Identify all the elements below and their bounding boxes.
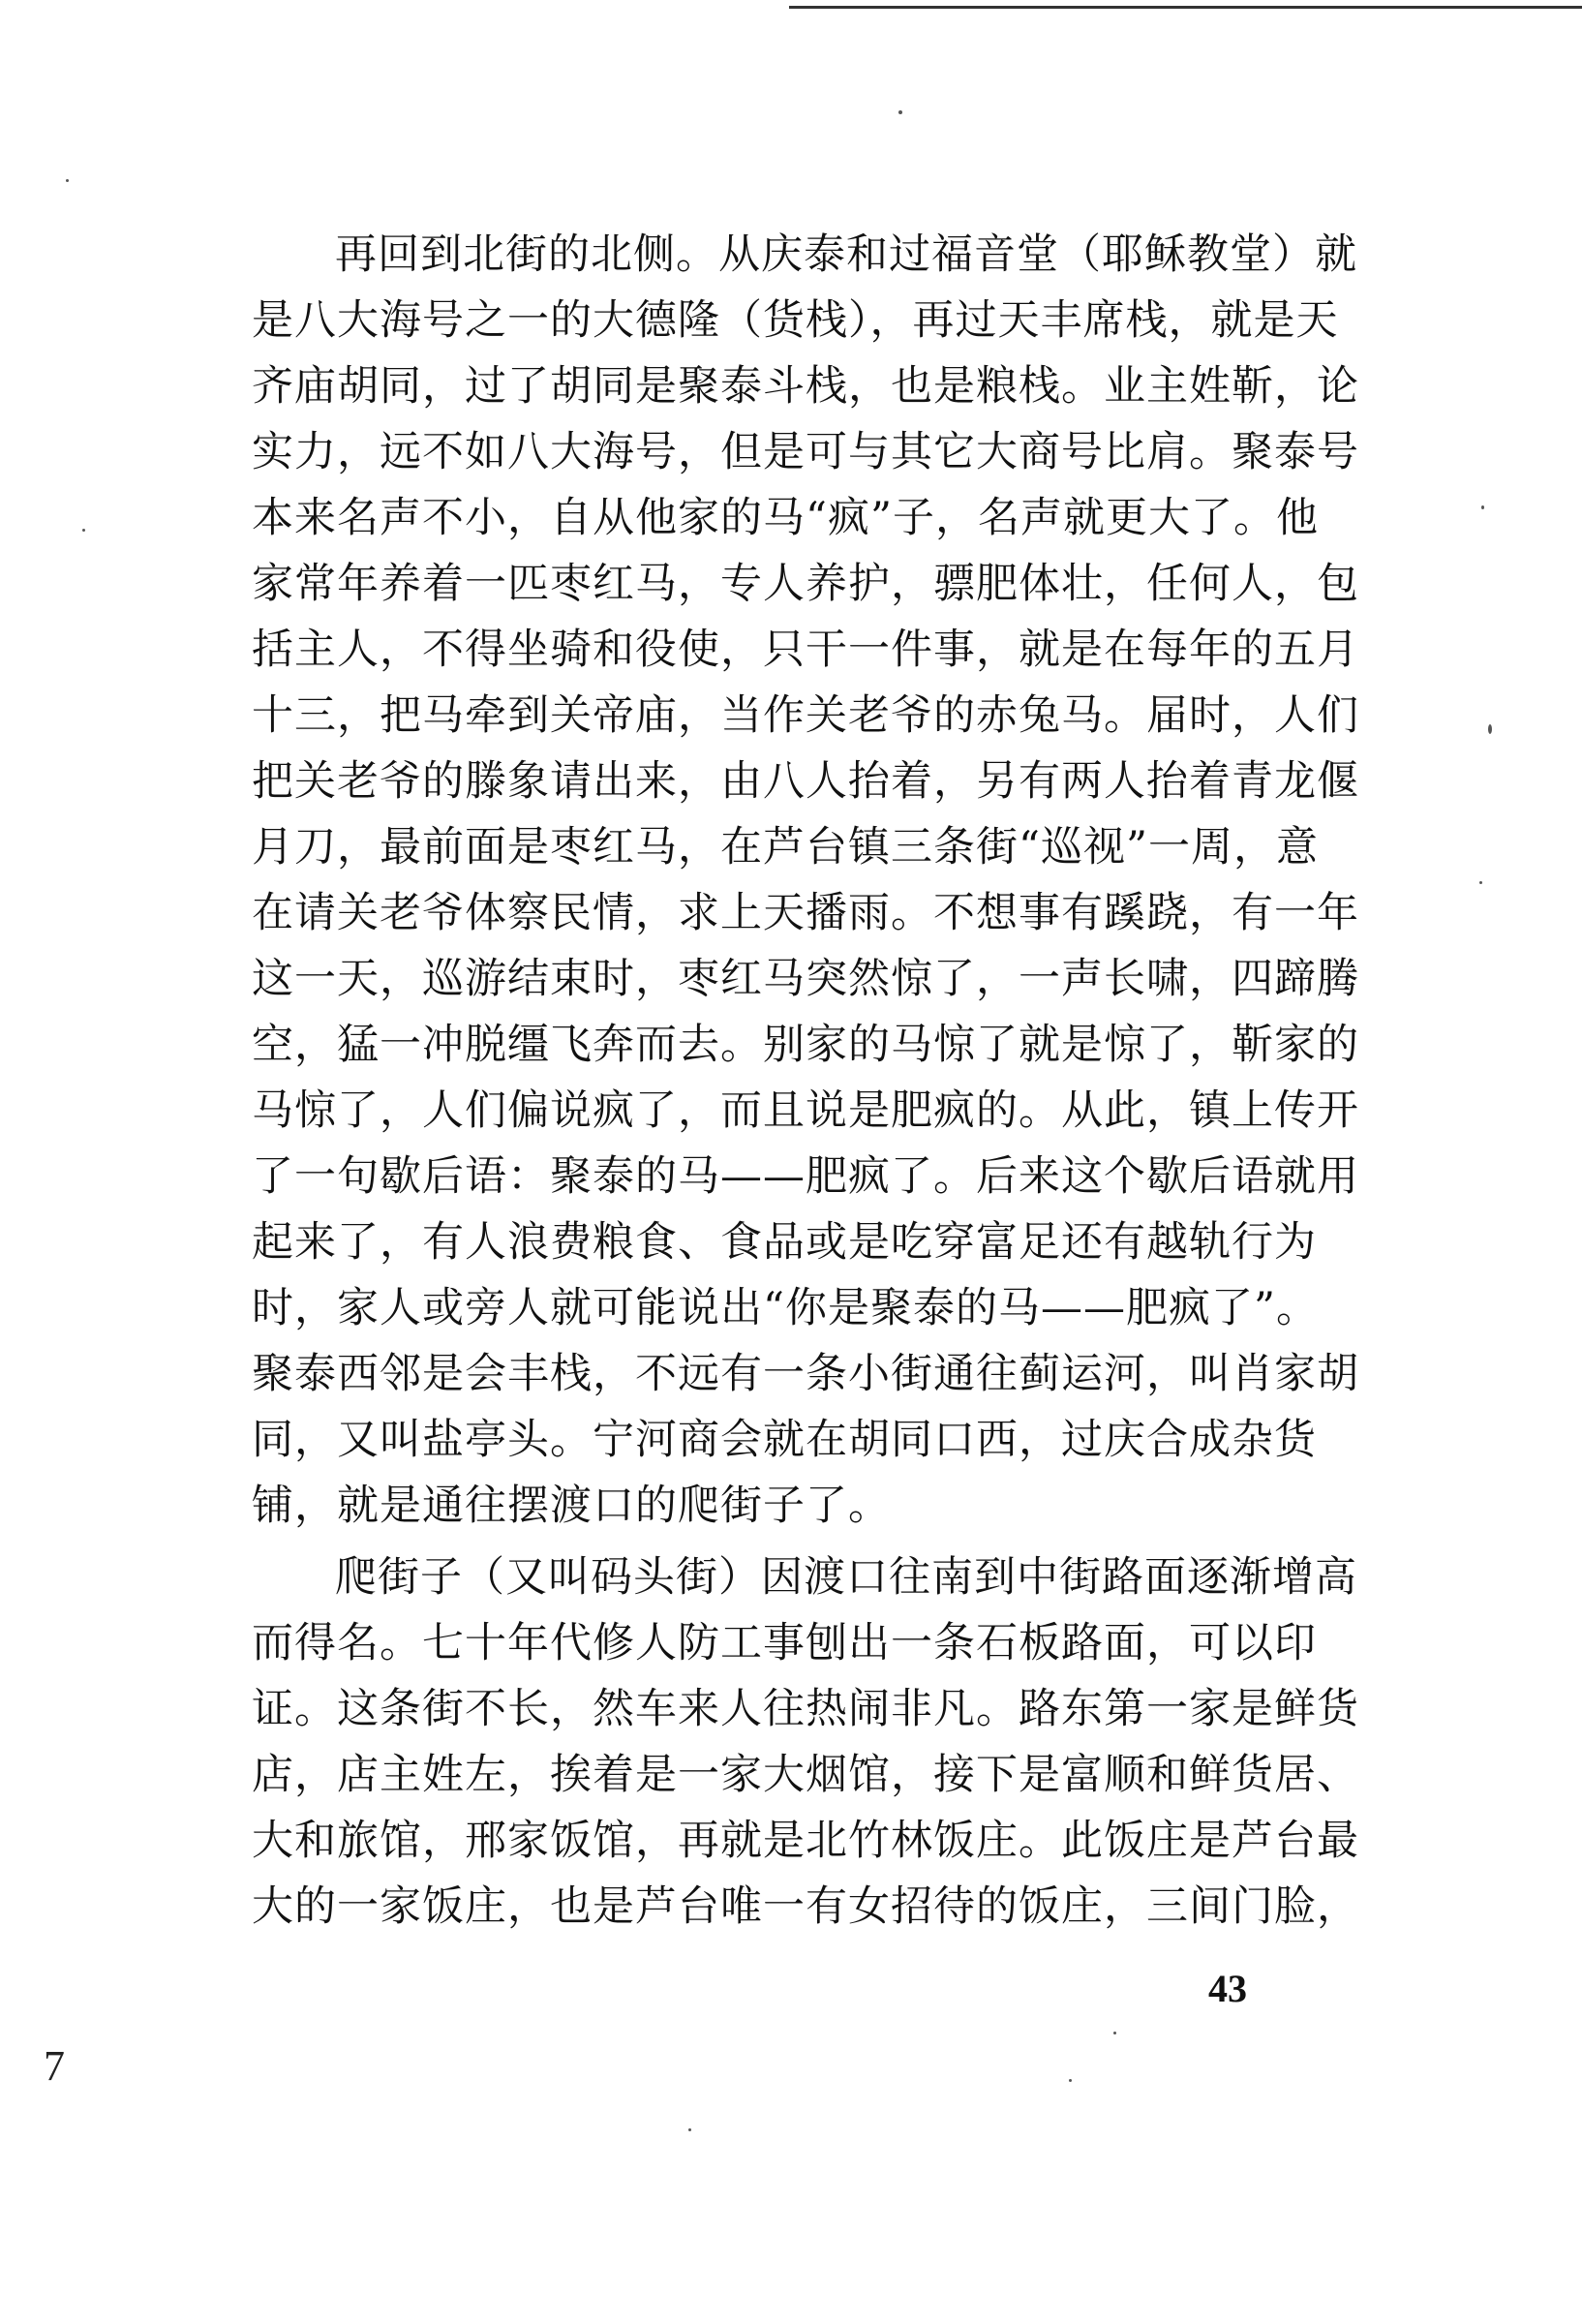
scan-speck bbox=[1113, 2032, 1116, 2034]
text-line: 实力，远不如八大海号，但是可与其它大商号比肩。聚泰号 bbox=[252, 428, 1359, 476]
text-line: 大的一家饭庄，也是芦台唯一有女招待的饭庄，三间门脸， bbox=[252, 1882, 1359, 1931]
text-line: 起来了，有人浪费粮食、食品或是吃穿富足还有越轨行为 bbox=[252, 1218, 1317, 1267]
scan-speck bbox=[688, 2128, 691, 2131]
scan-speck bbox=[66, 179, 69, 182]
page-number: 43 bbox=[1208, 1967, 1247, 2010]
scan-speck bbox=[1479, 881, 1482, 884]
text-line: 证。这条街不长，然车来人往热闹非凡。路东第一家是鲜货 bbox=[252, 1685, 1359, 1733]
text-line: 爬街子（又叫码头街）因渡口往南到中街路面逐渐增高 bbox=[335, 1553, 1357, 1602]
text-line: 月刀，最前面是枣红马，在芦台镇三条街“巡视”一周，意 bbox=[252, 823, 1319, 872]
text-line: 而得名。七十年代修人防工事刨出一条石板路面，可以印 bbox=[252, 1619, 1317, 1667]
scan-speck bbox=[82, 529, 85, 532]
text-line: 店，店主姓左，挨着是一家大烟馆，接下是富顺和鲜货居、 bbox=[252, 1751, 1359, 1799]
text-line: 铺，就是通往摆渡口的爬街子了。 bbox=[252, 1482, 891, 1530]
scan-speck bbox=[1488, 724, 1492, 734]
text-line: 同，又叫盐亭头。宁河商会就在胡同口西，过庆合成杂货 bbox=[252, 1416, 1317, 1464]
scan-speck bbox=[1481, 505, 1484, 509]
text-line: 把关老爷的滕象请出来，由八人抬着，另有两人抬着青龙偃 bbox=[252, 757, 1359, 806]
text-line: 是八大海号之一的大德隆（货栈），再过天丰席栈，就是天 bbox=[252, 296, 1339, 345]
text-line: 这一天，巡游结束时，枣红马突然惊了，一声长啸，四蹄腾 bbox=[252, 955, 1359, 1003]
text-line: 十三，把马牵到关帝庙，当作关老爷的赤兔马。届时，人们 bbox=[252, 691, 1359, 740]
scan-speck bbox=[1069, 2079, 1072, 2082]
edge-mark: 7 bbox=[44, 2042, 65, 2090]
paragraph bbox=[252, 229, 1359, 1532]
text-line: 空，猛一冲脱缰飞奔而去。别家的马惊了就是惊了，靳家的 bbox=[252, 1021, 1359, 1069]
text-line: 了一句歇后语：聚泰的马——肥疯了。后来这个歇后语就用 bbox=[252, 1152, 1359, 1201]
text-line: 本来名声不小，自从他家的马“疯”子，名声就更大了。他 bbox=[252, 494, 1319, 542]
text-line: 聚泰西邻是会丰栈，不远有一条小街通往蓟运河，叫肖家胡 bbox=[252, 1350, 1359, 1398]
text-line: 齐庙胡同，过了胡同是聚泰斗栈，也是粮栈。业主姓靳，论 bbox=[252, 362, 1359, 411]
top-rule bbox=[789, 6, 1582, 9]
text-line: 括主人，不得坐骑和役使，只干一件事，就是在每年的五月 bbox=[252, 626, 1359, 674]
text-line: 家常年养着一匹枣红马，专人养护，骠肥体壮，任何人，包 bbox=[252, 560, 1359, 608]
text-line: 再回到北街的北侧。从庆泰和过福音堂（耶稣教堂）就 bbox=[335, 230, 1357, 279]
body-text bbox=[252, 229, 1359, 1946]
text-line: 在请关老爷体察民情，求上天播雨。不想事有蹊跷，有一年 bbox=[252, 889, 1359, 937]
text-line: 时，家人或旁人就可能说出“你是聚泰的马——肥疯了”。 bbox=[252, 1284, 1319, 1332]
paragraph bbox=[252, 1551, 1359, 1933]
scan-speck bbox=[898, 110, 902, 114]
text-line: 马惊了，人们偏说疯了，而且说是肥疯的。从此，镇上传开 bbox=[252, 1086, 1359, 1135]
text-line: 大和旅馆，邢家饭馆，再就是北竹林饭庄。此饭庄是芦台最 bbox=[252, 1817, 1359, 1865]
